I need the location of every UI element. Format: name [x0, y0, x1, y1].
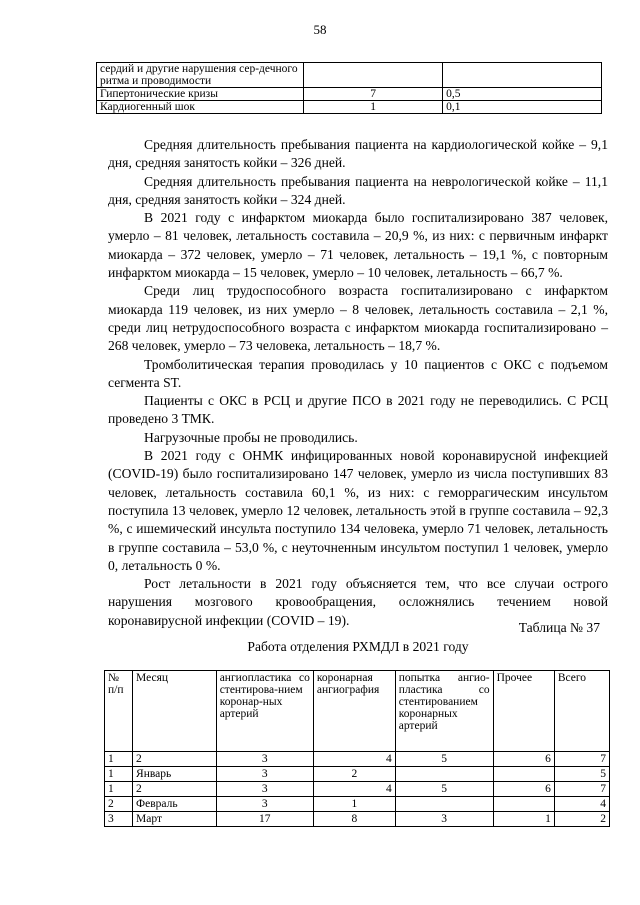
table-cell	[304, 63, 443, 88]
table-cell: 1	[493, 812, 554, 827]
header-cell: ангиопластика со стентирова-нием коронар-ных артерий	[216, 671, 313, 752]
page-number: 58	[313, 22, 327, 37]
table-cell: 5	[554, 767, 609, 782]
table-cell: 3	[216, 752, 313, 767]
table-cell	[395, 767, 493, 782]
top-table	[96, 62, 602, 114]
table-cell: 3	[395, 812, 493, 827]
table-cell: 3	[216, 797, 313, 812]
table-cell: 1	[105, 752, 133, 767]
table-row	[97, 88, 602, 101]
table-header-row	[105, 671, 610, 752]
table-cell: 4	[313, 782, 395, 797]
paragraph: Нагрузочные пробы не проводились.	[144, 429, 358, 445]
main-table	[104, 670, 610, 827]
paragraph: Тромболитическая терапия проводилась у 10 пациентов с ОКС с подъемом сегмента ST.	[108, 356, 608, 390]
table-cell: 1	[304, 101, 443, 114]
table-cell: 6	[493, 782, 554, 797]
header-cell: Прочее	[493, 671, 554, 752]
table-cell: 4	[313, 752, 395, 767]
table-cell: 0,5	[443, 88, 602, 101]
paragraph: Рост летальности в 2021 году объясняется тем, что все случаи острого нарушения мозгового кровообращения, осложнялись течением новой коронавирусной инфекции (COVID – 19).	[108, 576, 608, 628]
table-cell: 4	[554, 797, 609, 812]
paragraph: Среди лиц трудоспособного возраста госпитализировано с инфарктом миокарда 119 человек, из них умерло – 8 человек, летальность составила – 2,1 %, среди лиц нетрудоспособного возраста с инфарктом миокарда госпитализировано – 268 человек, умерло – 73 человека, летальность – 18,7 %.	[108, 283, 608, 354]
table-title: Работа отделения РХМДЛ в 2021 году	[247, 639, 469, 654]
table-cell: Гипертонические кризы	[97, 88, 304, 101]
table-cell: 0,1	[443, 101, 602, 114]
table-cell: 2	[133, 752, 217, 767]
table-cell: 2	[105, 797, 133, 812]
body-text	[108, 136, 608, 630]
table-row	[97, 63, 602, 88]
table-cell: Март	[133, 812, 217, 827]
table-number: Таблица № 37	[518, 620, 600, 635]
table-cell: 3	[216, 767, 313, 782]
table-row	[105, 782, 610, 797]
table-row	[97, 101, 602, 114]
table-cell: 1	[313, 797, 395, 812]
table-row	[105, 767, 610, 782]
table-cell: 3	[105, 812, 133, 827]
table-cell	[443, 63, 602, 88]
header-cell: Месяц	[133, 671, 217, 752]
table-cell: 17	[216, 812, 313, 827]
table-cell: 5	[395, 752, 493, 767]
table-cell: 7	[554, 782, 609, 797]
table-cell: Январь	[133, 767, 217, 782]
table-row	[105, 812, 610, 827]
table-row	[105, 752, 610, 767]
header-cell: Всего	[554, 671, 609, 752]
table-cell	[395, 797, 493, 812]
table-cell: 7	[554, 752, 609, 767]
table-cell: 1	[105, 782, 133, 797]
table-row	[105, 797, 610, 812]
header-cell: № п/п	[105, 671, 133, 752]
table-cell: 7	[304, 88, 443, 101]
paragraph: В 2021 году с ОНМК инфицированных новой коронавирусной инфекцией (COVID-19) было госпитализировано 147 человек, умерло из числа поступивших 83 человек, летальность составила 60,1 %, из них: с геморрагическим инсультом поступила 13 человек, умерло 12 человек, летальность этой в группе составила – 92,3 %, с ишемический инсульта поступило 134 человека, умерло 71 человек, летальность в группе составила – 53,0 %, с неуточненным инсультом поступил 1 человек, умерло 0, летальность 0 %.	[108, 448, 608, 573]
table-cell: Кардиогенный шок	[97, 101, 304, 114]
table-cell: Февраль	[133, 797, 217, 812]
table-cell: 8	[313, 812, 395, 827]
table-cell: 2	[133, 782, 217, 797]
table-cell: 3	[216, 782, 313, 797]
table-cell: 2	[313, 767, 395, 782]
table-cell	[493, 797, 554, 812]
table-cell	[493, 767, 554, 782]
paragraph: Средняя длительность пребывания пациента на неврологической койке – 11,1 дня, средняя занятость койки – 324 дней.	[108, 173, 608, 207]
paragraph: В 2021 году с инфарктом миокарда было госпитализировано 387 человек, умерло – 81 человек, летальность составила – 20,9 %, из них: с первичным инфаркт миокарда – 372 человек, умерло – 71 человек, летальность – 19,1 %, с повторным инфарктом миокарда – 15 человек, умерло – 10 человек, летальность – 66,7 %.	[108, 210, 608, 281]
table-cell: сердий и другие нарушения сер-дечного ритма и проводимости	[97, 63, 304, 88]
table-cell: 1	[105, 767, 133, 782]
paragraph: Пациенты с ОКС в РСЦ и другие ПСО в 2021 году не переводились. С РСЦ проведено 3 ТМК.	[108, 393, 608, 427]
table-cell: 5	[395, 782, 493, 797]
paragraph: Средняя длительность пребывания пациента на кардиологической койке – 9,1 дня, средняя занятость койки – 326 дней.	[108, 137, 608, 171]
header-cell: попытка ангио-пластика со стентированием коронарных артерий	[395, 671, 493, 752]
table-cell: 2	[554, 812, 609, 827]
header-cell: коронарная ангиография	[313, 671, 395, 752]
table-cell: 6	[493, 752, 554, 767]
